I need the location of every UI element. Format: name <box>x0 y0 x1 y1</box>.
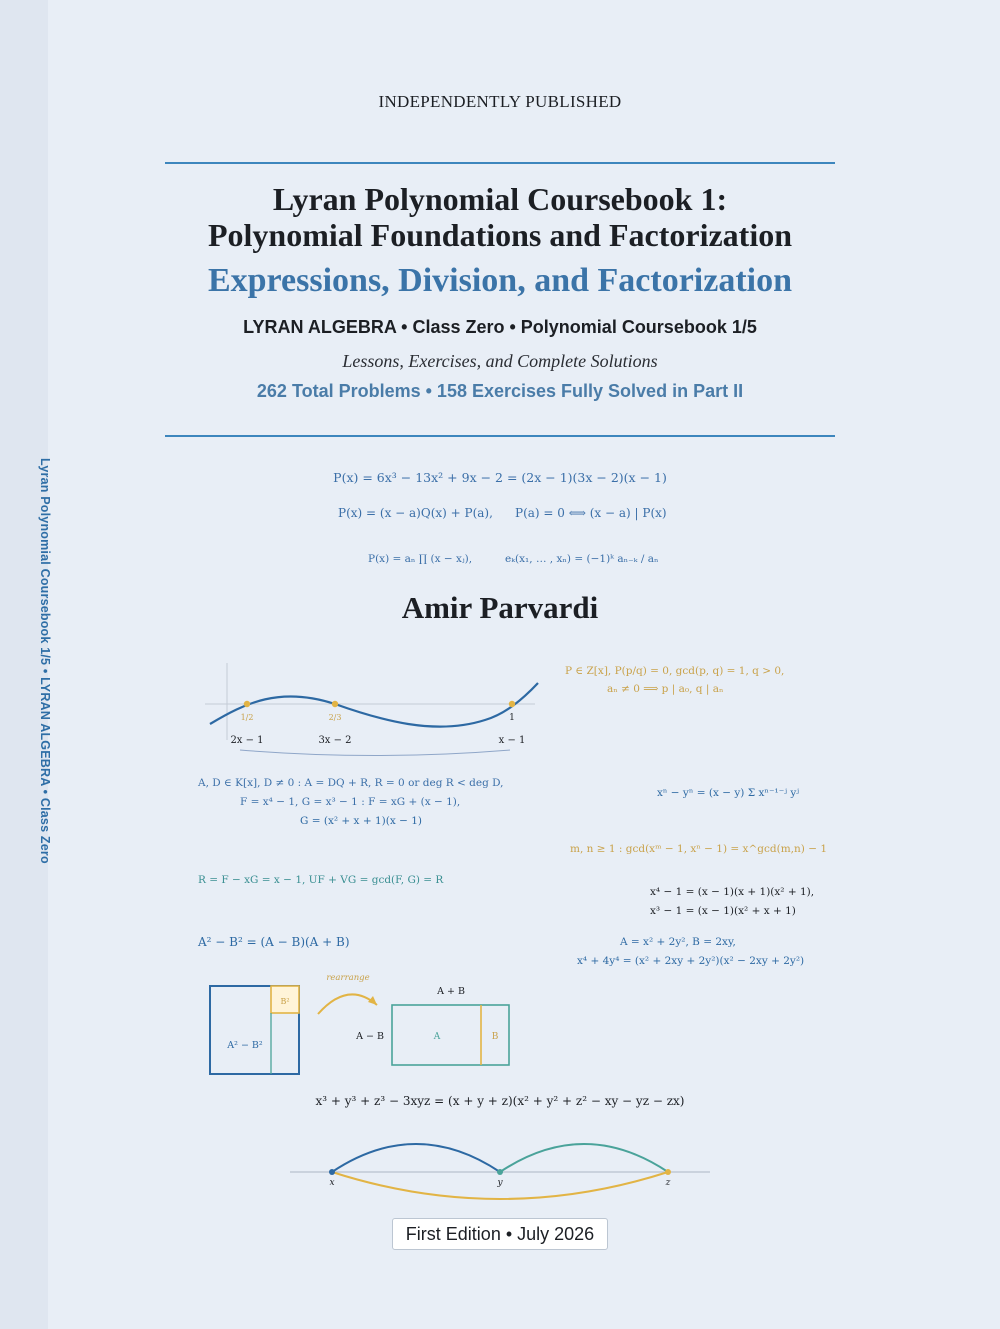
gcd-identity: m, n ≥ 1 : gcd(xᵐ − 1, xⁿ − 1) = x^gcd(m,n) − 1 <box>570 843 828 855</box>
factor-label-2: 3x − 2 <box>318 735 352 746</box>
a-minus-b-label: A − B <box>356 1031 384 1042</box>
division-algorithm: A, D ∈ K[x], D ≠ 0 : A = DQ + R, R = 0 or deg R < deg D, <box>198 777 504 789</box>
rearrange-label: rearrange <box>326 973 370 983</box>
a2-minus-b2-label: A² − B² <box>227 1040 263 1051</box>
difference-of-squares: A² − B² = (A − B)(A + B) <box>198 935 350 949</box>
factor-x3: x³ − 1 = (x − 1)(x² + x + 1) <box>650 905 796 917</box>
a-plus-b-label: A + B <box>437 986 465 997</box>
edition-badge: First Edition • July 2026 <box>392 1218 608 1250</box>
factor-x4: x⁴ − 1 = (x − 1)(x + 1)(x² + 1), <box>650 886 815 898</box>
title-line-2: Polynomial Foundations and Factorization <box>207 217 793 253</box>
author: Amir Parvardi <box>401 590 599 625</box>
root-label-3: 1 <box>509 713 515 723</box>
point-y-label: y <box>497 1178 503 1188</box>
top-rule <box>165 162 835 164</box>
spine-text: Lyran Polynomial Coursebook 1/5 • LYRAN ALGEBRA • Class Zero <box>38 458 52 864</box>
subtitle: Expressions, Division, and Factorization <box>207 262 793 299</box>
root-label-2: 2/3 <box>328 713 342 722</box>
a-label: A <box>433 1032 441 1042</box>
division-example: F = x⁴ − 1, G = x³ − 1 : F = xG + (x − 1), <box>240 796 461 808</box>
bottom-rule <box>165 435 835 437</box>
tagline: Lessons, Exercises, and Complete Solutions <box>342 351 658 371</box>
factor-theorem: P(a) = 0 ⟺ (x − a) | P(x) <box>515 506 667 520</box>
sophie-germain-identity: x⁴ + 4y⁴ = (x² + 2xy + 2y²)(x² − 2xy + 2y²) <box>577 955 805 967</box>
product-form: P(x) = aₙ ∏ (x − xⱼ), <box>368 553 473 565</box>
b-squared-label: B² <box>280 997 290 1006</box>
number-line-arcs <box>285 1132 715 1204</box>
rational-root-line-1: P ∈ Z[x], P(p/q) = 0, gcd(p, q) = 1, q > 0, <box>565 665 785 677</box>
b-label: B <box>491 1032 499 1042</box>
sophie-germain-sub: A = x² + 2y², B = 2xy, <box>620 936 736 948</box>
cubic-graph <box>200 658 545 763</box>
factored-cubic: P(x) = 6x³ − 13x² + 9x − 2 = (2x − 1)(3x − 2)(x − 1) <box>333 470 667 485</box>
point-x-label: x <box>329 1178 335 1188</box>
root-label-1: 1/2 <box>240 713 254 722</box>
factor-label-3: x − 1 <box>498 735 526 746</box>
remainder-theorem: P(x) = (x − a)Q(x) + P(a), <box>338 506 493 520</box>
counts-line: 262 Total Problems • 158 Exercises Fully Solved in Part II <box>256 381 744 401</box>
rational-root-line-2: aₙ ≠ 0 ⟹ p | a₀, q | aₙ <box>607 683 724 695</box>
factor-label-1: 2x − 1 <box>230 735 264 746</box>
remainder-gcd: R = F − xG = x − 1, UF + VG = gcd(F, G) = R <box>198 874 444 886</box>
title-line-1: Lyran Polynomial Coursebook 1: <box>272 181 728 217</box>
vieta-formula: eₖ(x₁, … , xₙ) = (−1)ᵏ aₙ₋ₖ / aₙ <box>505 553 659 565</box>
division-factor: G = (x² + x + 1)(x − 1) <box>300 815 423 827</box>
difference-of-powers: xⁿ − yⁿ = (x − y) Σ xⁿ⁻¹⁻ʲ yʲ <box>657 787 800 799</box>
publisher: INDEPENDENTLY PUBLISHED <box>378 92 622 111</box>
series-line: LYRAN ALGEBRA • Class Zero • Polynomial Coursebook 1/5 <box>243 317 757 337</box>
sum-of-cubes-identity: x³ + y³ + z³ − 3xyz = (x + y + z)(x² + y² + z² − xy − yz − zx) <box>315 1094 685 1108</box>
point-z-label: z <box>665 1178 671 1188</box>
square-rearrangement-diagram <box>205 968 520 1083</box>
